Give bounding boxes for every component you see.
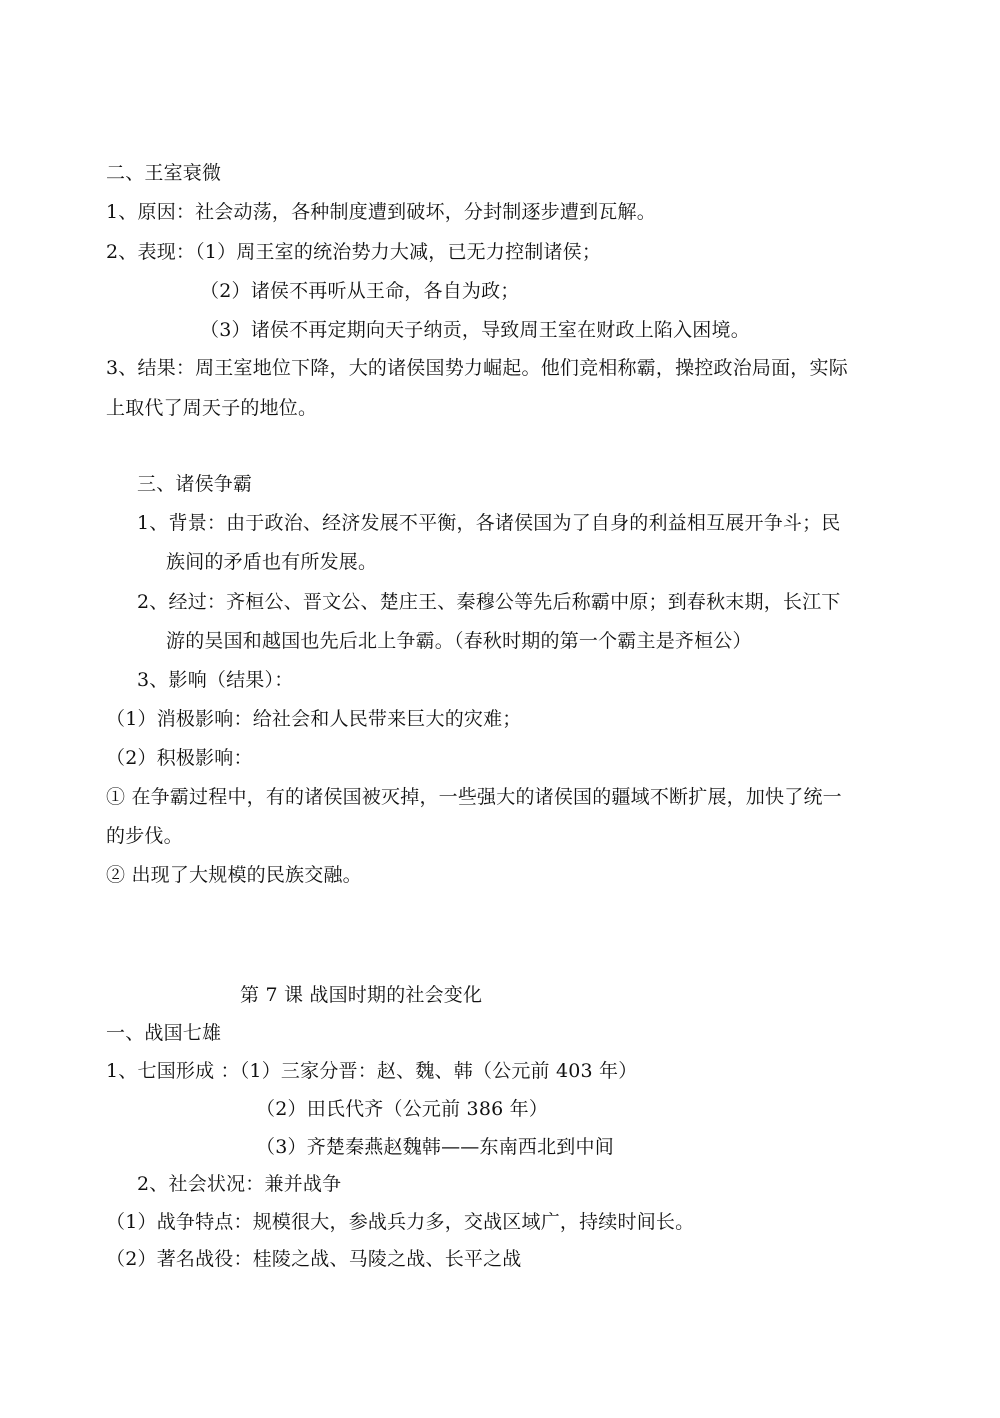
royal-decline-manifestation-1: 2、表现：（1）周王室的统治势力大减，已无力控制诸侯； xyxy=(106,241,602,263)
hegemony-positive-impact-heading: （2）积极影响： xyxy=(106,747,253,769)
hegemony-impact-heading: 3、影响（结果）： xyxy=(137,669,294,691)
hegemony-positive-impact-1-line-1: ① 在争霸过程中，有的诸侯国被灭掉，一些强大的诸侯国的疆域不断扩展，加快了统一 xyxy=(106,786,842,808)
section-heading-seven-states: 一、战国七雄 xyxy=(106,1022,222,1044)
hegemony-process-line-2: 游的吴国和越国也先后北上争霸。（春秋时期的第一个霸主是齐桓公） xyxy=(166,630,752,652)
lesson-title: 第 7 课 战国时期的社会变化 xyxy=(240,984,483,1006)
seven-states-formation-2: （2）田氏代齐（公元前 386 年） xyxy=(256,1098,549,1120)
seven-states-formation-3: （3）齐楚秦燕赵魏韩——东南西北到中间 xyxy=(256,1136,614,1158)
hegemony-positive-impact-1-line-2: 的步伐。 xyxy=(106,825,183,847)
section-heading-hegemony: 三、诸侯争霸 xyxy=(137,473,253,495)
hegemony-positive-impact-2: ② 出现了大规模的民族交融。 xyxy=(106,864,362,886)
royal-decline-result-line-2: 上取代了周天子的地位。 xyxy=(106,397,318,419)
royal-decline-manifestation-3: （3）诸侯不再定期向天子纳贡，导致周王室在财政上陷入困境。 xyxy=(200,319,750,341)
section-heading-royal-decline: 二、王室衰微 xyxy=(106,162,222,184)
war-features: （1）战争特点：规模很大，参战兵力多，交战区域广，持续时间长。 xyxy=(106,1211,695,1233)
seven-states-formation-1: 1、七国形成 ：（1）三家分晋：赵、魏、韩（公元前 403 年） xyxy=(106,1060,638,1082)
famous-battles: （2）著名战役：桂陵之战、马陵之战、长平之战 xyxy=(106,1248,522,1270)
social-condition: 2、社会状况：兼并战争 xyxy=(137,1173,342,1195)
royal-decline-result-line-1: 3、结果：周王室地位下降，大的诸侯国势力崛起。他们竞相称霸，操控政治局面，实际 xyxy=(106,357,848,379)
royal-decline-cause: 1、原因：社会动荡，各种制度遭到破坏，分封制逐步遭到瓦解。 xyxy=(106,201,656,223)
hegemony-background-line-2: 族间的矛盾也有所发展。 xyxy=(166,551,378,573)
hegemony-background-line-1: 1、背景：由于政治、经济发展不平衡，各诸侯国为了自身的利益相互展开争斗；民 xyxy=(137,512,841,534)
hegemony-process-line-1: 2、经过：齐桓公、晋文公、楚庄王、秦穆公等先后称霸中原；到春秋末期，长江下 xyxy=(137,591,841,613)
hegemony-negative-impact: （1）消极影响：给社会和人民带来巨大的灾难； xyxy=(106,708,522,730)
royal-decline-manifestation-2: （2）诸侯不再听从王命，各自为政； xyxy=(200,280,520,302)
